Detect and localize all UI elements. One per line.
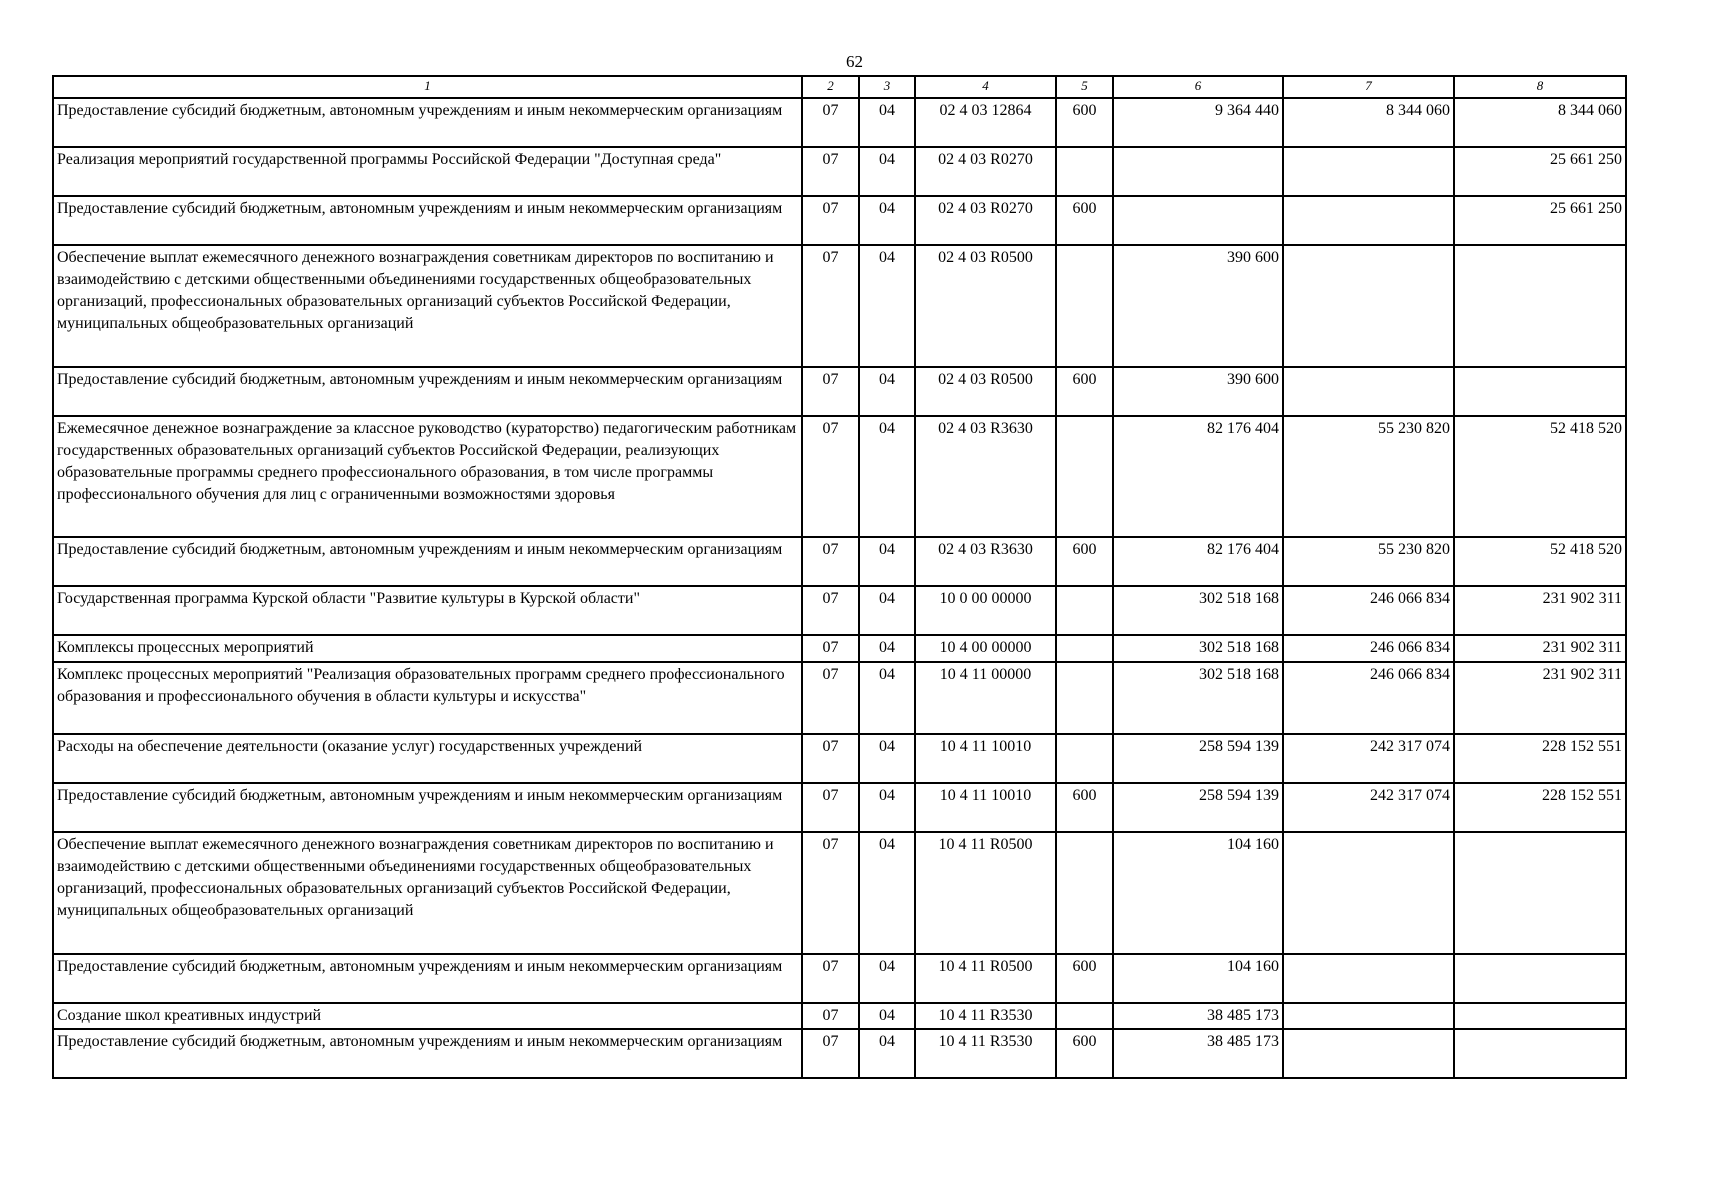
row-name: Предоставление субсидий бюджетным, автономным учреждениям и иным некоммерческим организациям — [53, 954, 802, 1003]
row-section: 07 — [802, 1029, 859, 1078]
table-row — [53, 954, 1626, 1003]
row-amount-3 — [1454, 954, 1626, 1003]
row-amount-2 — [1283, 954, 1454, 1003]
row-section: 07 — [802, 586, 859, 635]
header-cell: 8 — [1454, 76, 1626, 98]
row-amount-3: 52 418 520 — [1454, 416, 1626, 537]
row-expense-type — [1056, 586, 1113, 635]
row-amount-1 — [1113, 147, 1283, 196]
header-cell: 1 — [53, 76, 802, 98]
row-subsection: 04 — [859, 196, 915, 245]
row-amount-2: 246 066 834 — [1283, 635, 1454, 662]
row-amount-3 — [1454, 1029, 1626, 1078]
row-expense-type — [1056, 734, 1113, 783]
row-target-article: 10 4 11 R0500 — [915, 832, 1056, 954]
row-section: 07 — [802, 245, 859, 367]
row-amount-2: 242 317 074 — [1283, 783, 1454, 832]
row-expense-type — [1056, 416, 1113, 537]
row-name: Предоставление субсидий бюджетным, автономным учреждениям и иным некоммерческим организациям — [53, 783, 802, 832]
row-expense-type: 600 — [1056, 783, 1113, 832]
row-name: Предоставление субсидий бюджетным, автономным учреждениям и иным некоммерческим организациям — [53, 196, 802, 245]
row-name: Предоставление субсидий бюджетным, автономным учреждениям и иным некоммерческим организациям — [53, 1029, 802, 1078]
row-amount-3: 8 344 060 — [1454, 98, 1626, 147]
row-name: Государственная программа Курской области "Развитие культуры в Курской области" — [53, 586, 802, 635]
header-cell: 3 — [859, 76, 915, 98]
row-section: 07 — [802, 1003, 859, 1029]
row-expense-type — [1056, 147, 1113, 196]
row-expense-type — [1056, 635, 1113, 662]
row-amount-1: 258 594 139 — [1113, 734, 1283, 783]
table-row — [53, 586, 1626, 635]
row-amount-2: 246 066 834 — [1283, 662, 1454, 734]
row-amount-2 — [1283, 832, 1454, 954]
row-amount-1: 302 518 168 — [1113, 635, 1283, 662]
table-row — [53, 196, 1626, 245]
row-subsection: 04 — [859, 537, 915, 586]
budget-table — [52, 75, 1627, 1079]
row-target-article: 10 0 00 00000 — [915, 586, 1056, 635]
row-expense-type: 600 — [1056, 196, 1113, 245]
table-row — [53, 1029, 1626, 1078]
row-target-article: 10 4 00 00000 — [915, 635, 1056, 662]
row-amount-1: 258 594 139 — [1113, 783, 1283, 832]
row-subsection: 04 — [859, 1003, 915, 1029]
row-subsection: 04 — [859, 734, 915, 783]
header-cell: 4 — [915, 76, 1056, 98]
row-amount-3 — [1454, 832, 1626, 954]
row-expense-type: 600 — [1056, 98, 1113, 147]
row-target-article: 02 4 03 R0500 — [915, 367, 1056, 416]
table-row — [53, 1003, 1626, 1029]
table-row — [53, 662, 1626, 734]
row-subsection: 04 — [859, 783, 915, 832]
header-cell: 5 — [1056, 76, 1113, 98]
row-amount-1: 82 176 404 — [1113, 416, 1283, 537]
row-amount-2 — [1283, 367, 1454, 416]
row-amount-1: 104 160 — [1113, 954, 1283, 1003]
row-amount-1: 9 364 440 — [1113, 98, 1283, 147]
table-row — [53, 416, 1626, 537]
row-name: Расходы на обеспечение деятельности (оказание услуг) государственных учреждений — [53, 734, 802, 783]
header-cell: 6 — [1113, 76, 1283, 98]
row-amount-1: 302 518 168 — [1113, 586, 1283, 635]
row-subsection: 04 — [859, 832, 915, 954]
row-amount-1: 390 600 — [1113, 367, 1283, 416]
row-amount-3 — [1454, 245, 1626, 367]
table-row — [53, 783, 1626, 832]
row-name: Обеспечение выплат ежемесячного денежного вознаграждения советникам директоров по воспитанию и взаимодействию с детскими общественными объединениями государственных общеобразовательных организаций, профессиональных образовательных организаций субъектов Российской Федерации, муниципальных общеобразовательных организаций — [53, 832, 802, 954]
table-row — [53, 98, 1626, 147]
row-amount-2 — [1283, 1003, 1454, 1029]
row-amount-3: 231 902 311 — [1454, 635, 1626, 662]
table-row — [53, 734, 1626, 783]
row-section: 07 — [802, 832, 859, 954]
row-target-article: 10 4 11 10010 — [915, 783, 1056, 832]
row-amount-3: 25 661 250 — [1454, 147, 1626, 196]
row-amount-2: 246 066 834 — [1283, 586, 1454, 635]
row-expense-type — [1056, 662, 1113, 734]
row-target-article: 02 4 03 R3630 — [915, 416, 1056, 537]
table-row — [53, 367, 1626, 416]
header-cell: 2 — [802, 76, 859, 98]
row-target-article: 10 4 11 10010 — [915, 734, 1056, 783]
row-name: Реализация мероприятий государственной программы Российской Федерации "Доступная среда" — [53, 147, 802, 196]
header-cell: 7 — [1283, 76, 1454, 98]
row-subsection: 04 — [859, 416, 915, 537]
row-name: Обеспечение выплат ежемесячного денежного вознаграждения советникам директоров по воспитанию и взаимодействию с детскими общественными объединениями государственных общеобразовательных организаций, профессиональных образовательных организаций субъектов Российской Федерации, муниципальных общеобразовательных организаций — [53, 245, 802, 367]
row-amount-3: 228 152 551 — [1454, 783, 1626, 832]
row-section: 07 — [802, 367, 859, 416]
row-name: Предоставление субсидий бюджетным, автономным учреждениям и иным некоммерческим организациям — [53, 537, 802, 586]
row-amount-1 — [1113, 196, 1283, 245]
row-name: Комплексы процессных мероприятий — [53, 635, 802, 662]
row-target-article: 10 4 11 R3530 — [915, 1003, 1056, 1029]
page-number: 62 — [846, 52, 863, 71]
row-name: Ежемесячное денежное вознаграждение за классное руководство (кураторство) педагогическим работникам государственных образовательных организаций субъектов Российской Федерации, реализующих образовательные программы среднего профессионального образования, в том числе программы профессионального обучения для лиц с ограниченными возможностями здоровья — [53, 416, 802, 537]
row-section: 07 — [802, 537, 859, 586]
row-subsection: 04 — [859, 98, 915, 147]
row-amount-2 — [1283, 147, 1454, 196]
row-subsection: 04 — [859, 586, 915, 635]
row-name: Предоставление субсидий бюджетным, автономным учреждениям и иным некоммерческим организациям — [53, 367, 802, 416]
row-name: Предоставление субсидий бюджетным, автономным учреждениям и иным некоммерческим организациям — [53, 98, 802, 147]
row-target-article: 02 4 03 12864 — [915, 98, 1056, 147]
row-amount-2 — [1283, 245, 1454, 367]
table-row — [53, 147, 1626, 196]
row-expense-type: 600 — [1056, 954, 1113, 1003]
row-section: 07 — [802, 98, 859, 147]
row-amount-3: 52 418 520 — [1454, 537, 1626, 586]
row-subsection: 04 — [859, 954, 915, 1003]
row-expense-type: 600 — [1056, 367, 1113, 416]
row-subsection: 04 — [859, 1029, 915, 1078]
row-amount-3: 231 902 311 — [1454, 586, 1626, 635]
row-section: 07 — [802, 147, 859, 196]
row-amount-2: 8 344 060 — [1283, 98, 1454, 147]
row-amount-2 — [1283, 196, 1454, 245]
row-expense-type — [1056, 832, 1113, 954]
table-row — [53, 832, 1626, 954]
row-subsection: 04 — [859, 245, 915, 367]
row-amount-3 — [1454, 367, 1626, 416]
row-section: 07 — [802, 734, 859, 783]
row-subsection: 04 — [859, 635, 915, 662]
row-target-article: 02 4 03 R0500 — [915, 245, 1056, 367]
row-expense-type — [1056, 1003, 1113, 1029]
row-target-article: 10 4 11 00000 — [915, 662, 1056, 734]
row-amount-2 — [1283, 1029, 1454, 1078]
row-amount-1: 82 176 404 — [1113, 537, 1283, 586]
row-amount-1: 302 518 168 — [1113, 662, 1283, 734]
row-target-article: 02 4 03 R0270 — [915, 147, 1056, 196]
row-amount-3: 228 152 551 — [1454, 734, 1626, 783]
row-amount-2: 55 230 820 — [1283, 416, 1454, 537]
row-amount-3: 231 902 311 — [1454, 662, 1626, 734]
row-section: 07 — [802, 662, 859, 734]
row-amount-1: 104 160 — [1113, 832, 1283, 954]
row-amount-1: 38 485 173 — [1113, 1029, 1283, 1078]
row-expense-type: 600 — [1056, 1029, 1113, 1078]
table-row — [53, 635, 1626, 662]
row-section: 07 — [802, 196, 859, 245]
row-subsection: 04 — [859, 367, 915, 416]
row-amount-3 — [1454, 1003, 1626, 1029]
row-section: 07 — [802, 416, 859, 537]
row-amount-2: 242 317 074 — [1283, 734, 1454, 783]
row-name: Комплекс процессных мероприятий "Реализация образовательных программ среднего профессионального образования и профессионального обучения в области культуры и искусства" — [53, 662, 802, 734]
table-row — [53, 537, 1626, 586]
header-row — [53, 76, 1626, 98]
table-row — [53, 245, 1626, 367]
row-target-article: 10 4 11 R3530 — [915, 1029, 1056, 1078]
row-target-article: 02 4 03 R0270 — [915, 196, 1056, 245]
row-expense-type — [1056, 245, 1113, 367]
row-target-article: 02 4 03 R3630 — [915, 537, 1056, 586]
row-expense-type: 600 — [1056, 537, 1113, 586]
row-target-article: 10 4 11 R0500 — [915, 954, 1056, 1003]
row-amount-3: 25 661 250 — [1454, 196, 1626, 245]
row-section: 07 — [802, 954, 859, 1003]
row-name: Создание школ креативных индустрий — [53, 1003, 802, 1029]
row-subsection: 04 — [859, 662, 915, 734]
row-section: 07 — [802, 783, 859, 832]
row-subsection: 04 — [859, 147, 915, 196]
row-amount-1: 38 485 173 — [1113, 1003, 1283, 1029]
row-amount-2: 55 230 820 — [1283, 537, 1454, 586]
row-section: 07 — [802, 635, 859, 662]
row-amount-1: 390 600 — [1113, 245, 1283, 367]
